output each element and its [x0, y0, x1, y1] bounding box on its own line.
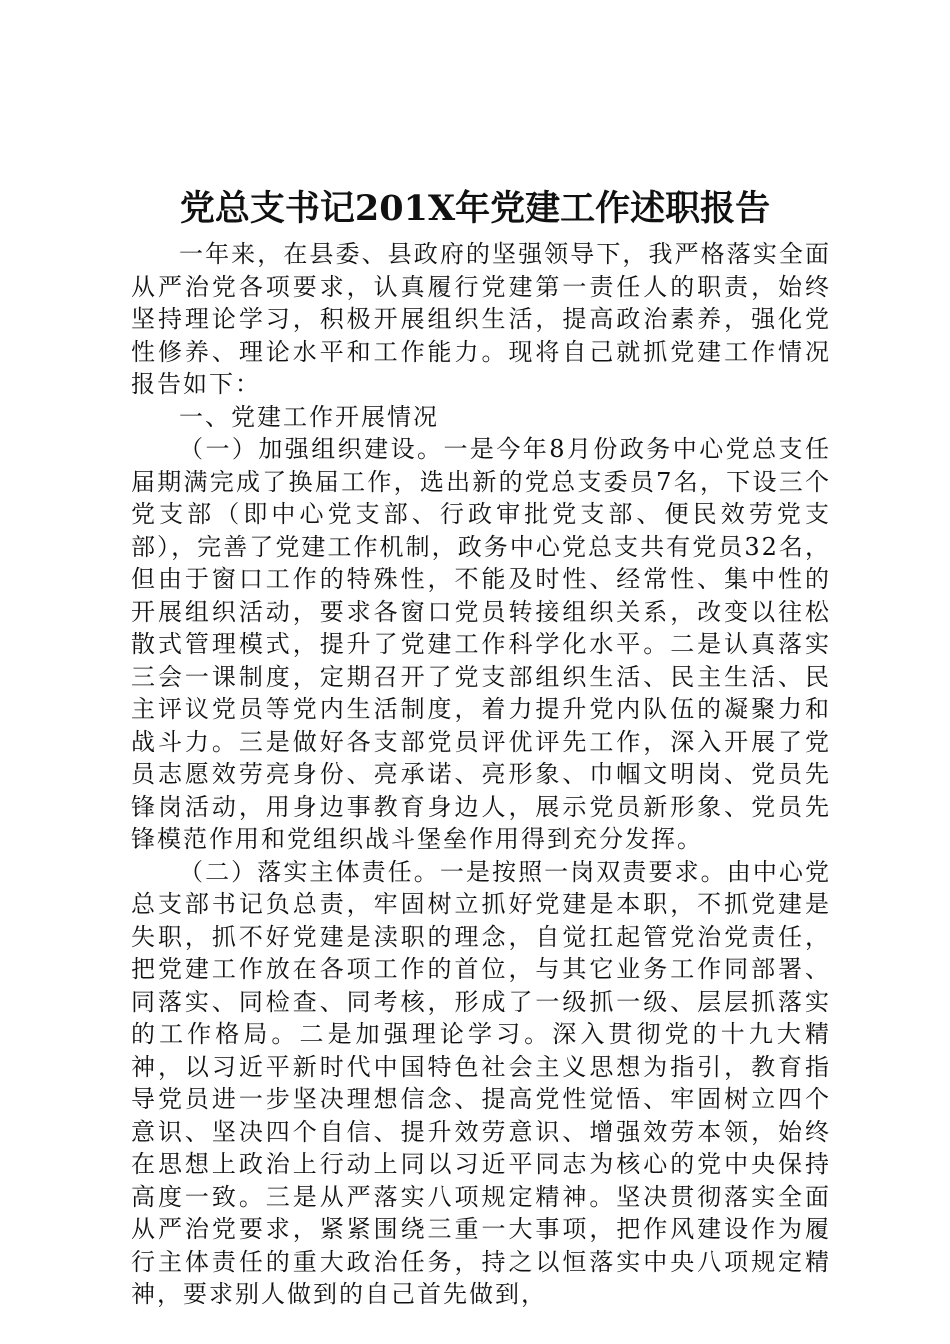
section-heading: 一、党建工作开展情况 [179, 402, 439, 431]
paragraph-responsibility: （二）落实主体责任。一是按照一岗双责要求。由中心党总支部书记负总责，牢固树立抓好党建是本职，不抓党建是失职，抓不好党建是渎职的理念，自觉扛起管党治党责任，把党建工作放在各项工作的首位，与其它业务工作同部署、同落实、同检查、同考核，形成了一级抓一级、层层抓落实的工作格局。二是加强理论学习。深入贯彻党的十九大精神，以习近平新时代中国特色社会主义思想为指引，教育指导党员进一步坚决理想信念、提高党性觉悟、牢固树立四个意识、坚决四个自信、提升效劳意识、增强效劳本领，始终在思想上政治上行动上同以习近平同志为核心的党中央保持高度一致。三是从严落实八项规定精神。坚决贯彻落实全面从严治党要求，紧紧围绕三重一大事项，把作风建设作为履行主体责任的重大政治任务，持之以恒落实中央八项规定精神，要求别人做到的自己首先做到， [131, 857, 831, 1308]
document-body [131, 238, 831, 1311]
paragraph-intro: 一年来，在县委、县政府的坚强领导下，我严格落实全面从严治党各项要求，认真履行党建第一责任人的职责，始终坚持理论学习，积极开展组织生活，提高政治素养，强化党性修养、理论水平和工作能力。现将自己就抓党建工作情况报告如下： [131, 240, 831, 398]
paragraph-organization: （一）加强组织建设。一是今年8月份政务中心党总支任届期满完成了换届工作，选出新的党总支委员7名，下设三个党支部（即中心党支部、行政审批党支部、便民效劳党支部），完善了党建工作机制，政务中心党总支共有党员32名，但由于窗口工作的特殊性，不能及时性、经常性、集中性的开展组织活动，要求各窗口党员转接组织关系，改变以往松散式管理模式，提升了党建工作科学化水平。二是认真落实三会一课制度，定期召开了党支部组织生活、民主生活、民主评议党员等党内生活制度，着力提升党内队伍的凝聚力和战斗力。三是做好各支部党员评优评先工作，深入开展了党员志愿效劳亮身份、亮承诺、亮形象、巾帼文明岗、党员先锋岗活动，用身边事教育身边人，展示党员新形象、党员先锋模范作用和党组织战斗堡垒作用得到充分发挥。 [131, 435, 831, 853]
document-title: 党总支书记201X年党建工作述职报告 [179, 188, 771, 229]
